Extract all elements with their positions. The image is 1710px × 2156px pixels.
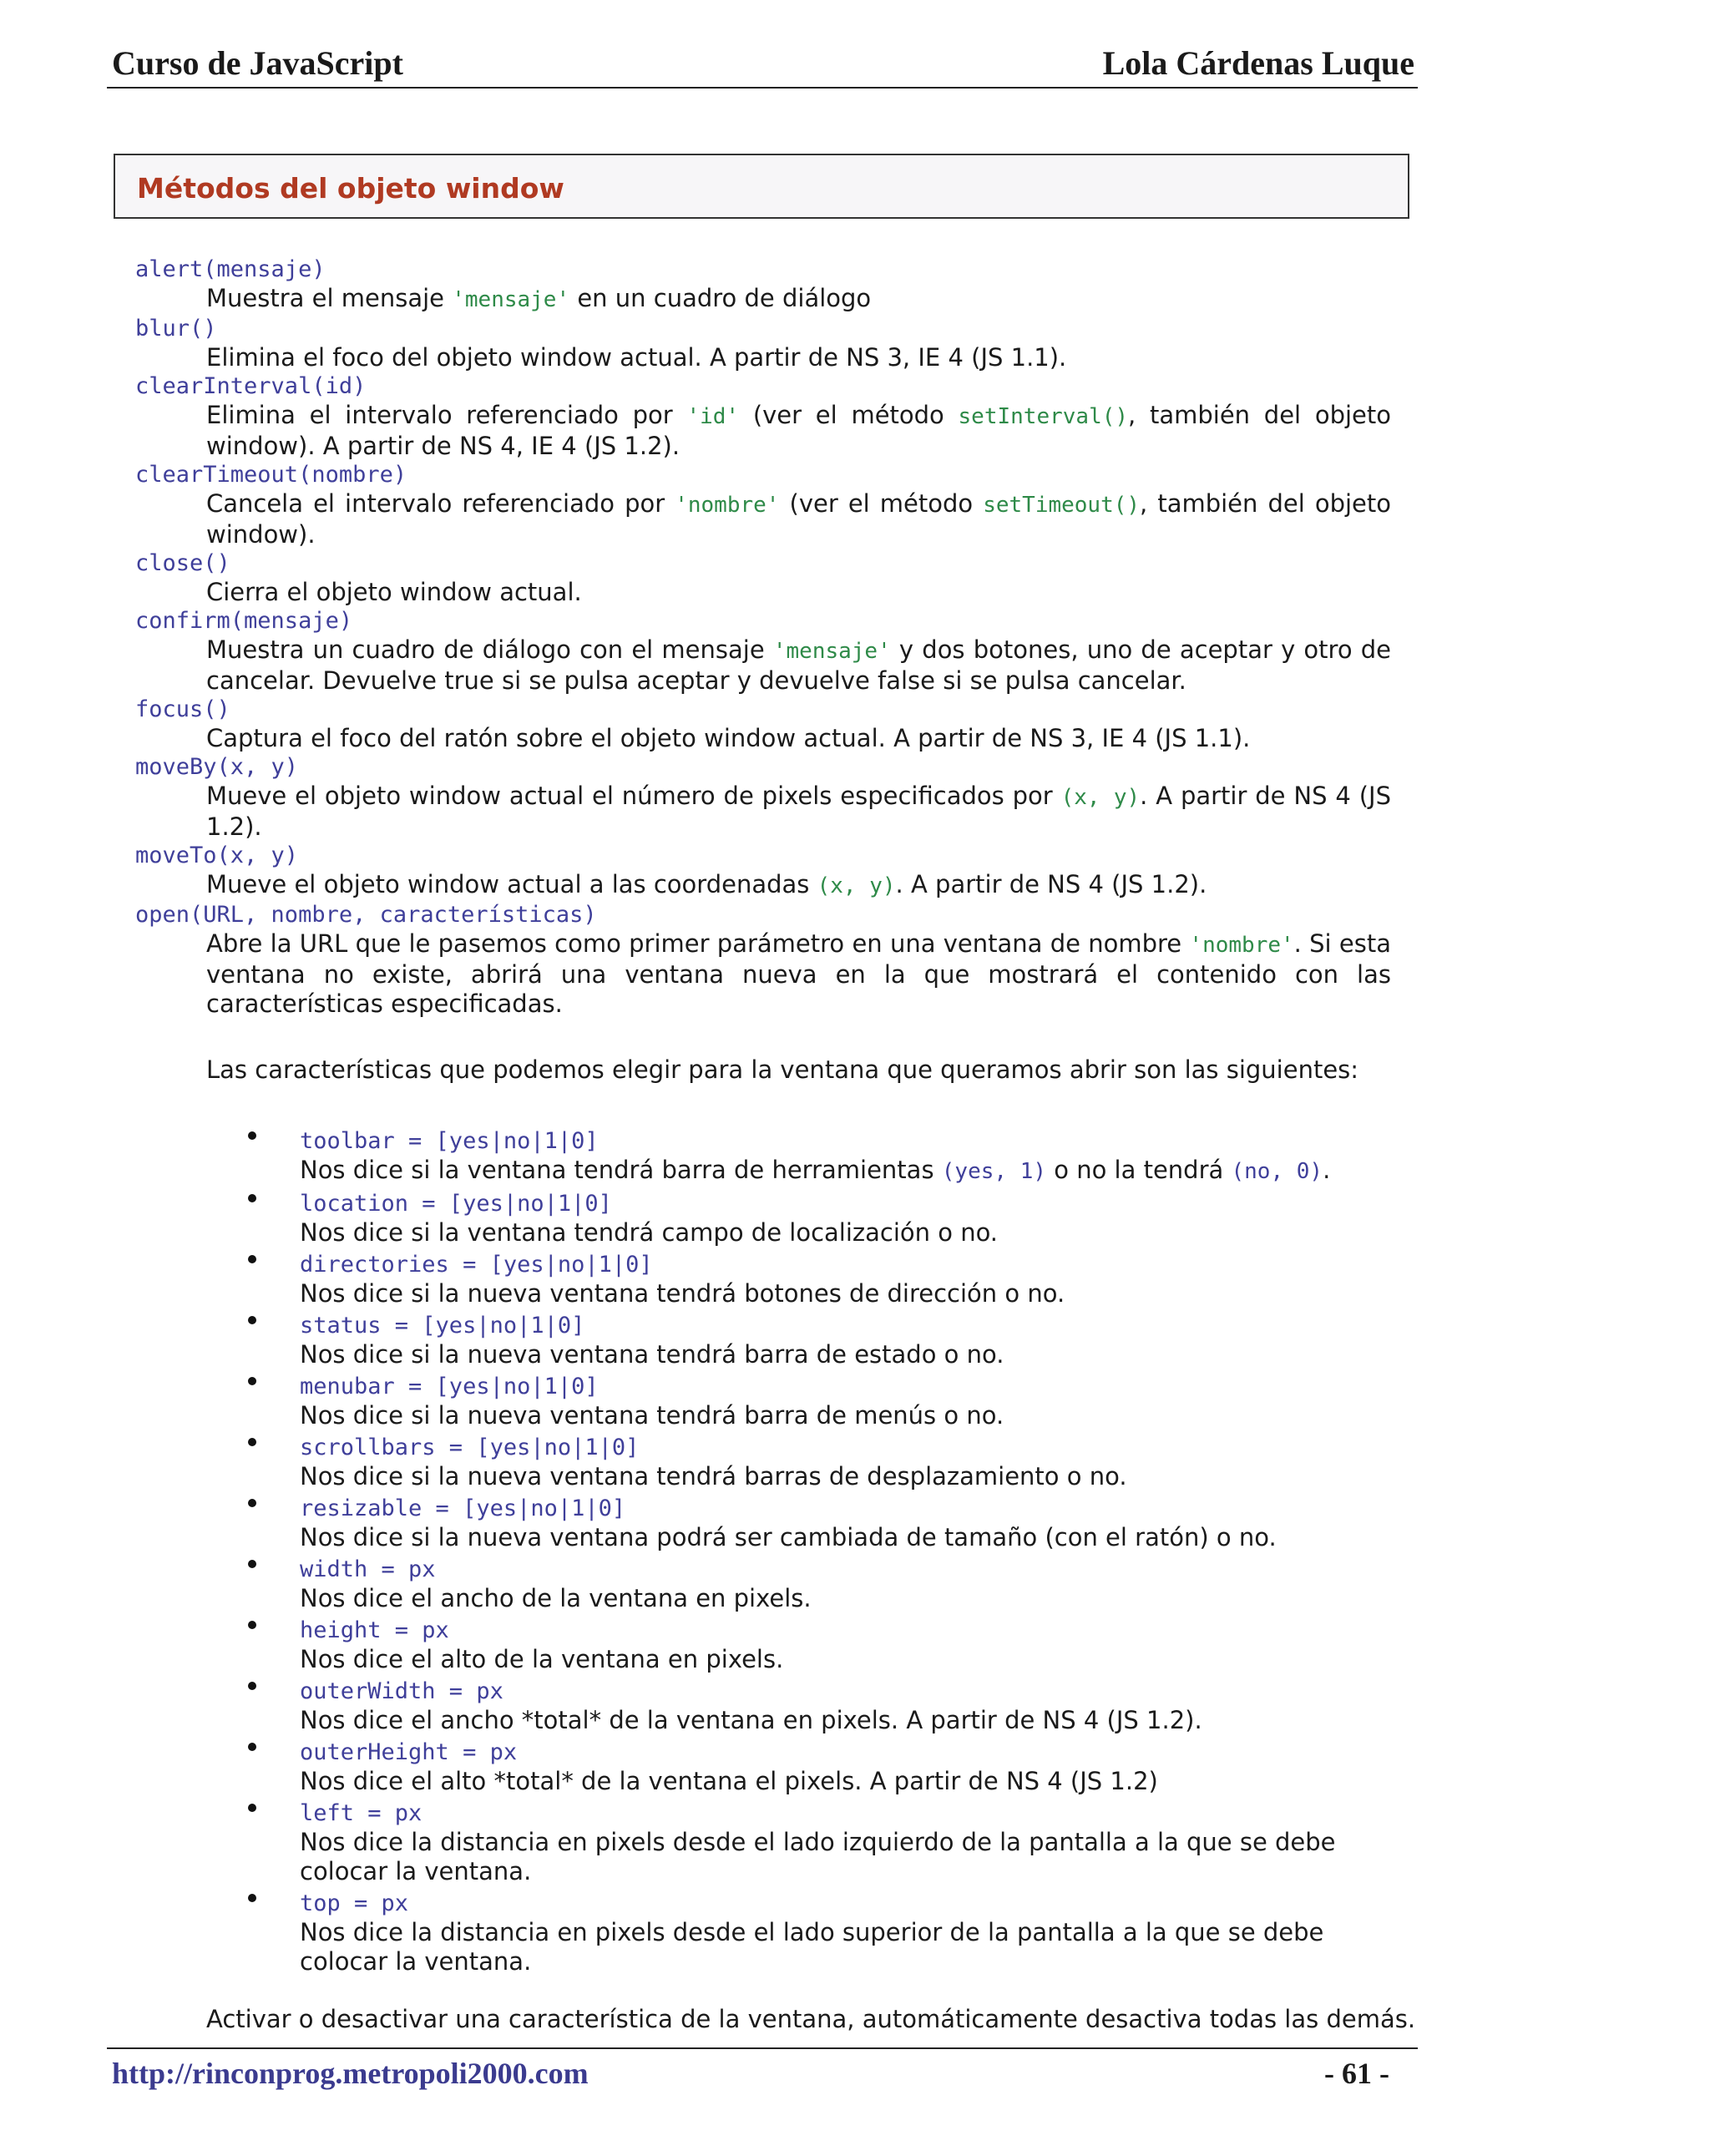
inline-code: 'nombre' xyxy=(1189,933,1294,958)
feature-description xyxy=(300,1706,1391,1735)
method-description xyxy=(206,870,1391,901)
feature-description xyxy=(300,1584,1391,1613)
feature-item xyxy=(206,1799,1391,1886)
closing-note: Activar o desactivar una característica de la ventana, automáticamente desactiva todas las demás. xyxy=(206,2005,1416,2033)
bullet-icon xyxy=(248,1255,256,1263)
inline-code: 'id' xyxy=(686,404,740,429)
header-course-title: Curso de JavaScript xyxy=(112,44,403,82)
method-entry xyxy=(135,256,1391,315)
bullet-icon xyxy=(248,1499,256,1507)
feature-description xyxy=(300,1401,1391,1430)
text-run: Nos dice el alto *total* de la ventana el pixels. A partir de NS 4 (JS 1.2) xyxy=(300,1767,1158,1795)
feature-signature: top = px xyxy=(300,1890,409,1916)
method-signature: confirm(mensaje) xyxy=(135,608,353,634)
feature-description xyxy=(300,1279,1391,1308)
feature-signature: status = [yes|no|1|0] xyxy=(300,1313,585,1339)
bullet-icon xyxy=(248,1621,256,1629)
feature-signature: toolbar = [yes|no|1|0] xyxy=(300,1128,599,1154)
text-run: Nos dice el ancho de la ventana en pixels. xyxy=(300,1584,812,1612)
header-author: Lola Cárdenas Luque xyxy=(1102,44,1414,82)
feature-signature: resizable = [yes|no|1|0] xyxy=(300,1496,626,1521)
feature-description xyxy=(300,1918,1391,1976)
section-title: Métodos del objeto window xyxy=(137,172,564,205)
text-run: Elimina el foco del objeto window actual. A partir de NS 3, IE 4 (JS 1.1). xyxy=(206,343,1067,372)
inline-code: (yes, 1) xyxy=(941,1159,1047,1184)
bullet-icon xyxy=(248,1438,256,1446)
feature-item xyxy=(206,1311,1391,1369)
section-heading-box xyxy=(114,154,1409,219)
inline-code: setInterval() xyxy=(958,404,1129,429)
method-list xyxy=(135,256,1391,1019)
method-signature: focus() xyxy=(135,696,230,722)
text-run: Nos dice si la ventana tendrá barra de herramientas xyxy=(300,1156,942,1184)
bullet-icon xyxy=(248,1194,256,1202)
method-signature: open(URL, nombre, características) xyxy=(135,902,597,928)
text-run: y dos botones, uno de aceptar y otro de cancelar. Devuelve true si se pulsa aceptar y devuelve false si se pulsa cancelar. xyxy=(206,635,1391,695)
inline-code: 'nombre' xyxy=(675,493,780,518)
text-run: Nos dice la distancia en pixels desde el lado izquierdo de la pantalla a la que se debe colocar la ventana. xyxy=(300,1828,1336,1885)
method-signature: moveBy(x, y) xyxy=(135,754,299,780)
inline-code: (x, y) xyxy=(817,873,896,898)
text-run: Abre la URL que le pasemos como primer parámetro en una ventana de nombre xyxy=(206,929,1190,958)
method-signature: blur() xyxy=(135,316,217,342)
method-description xyxy=(206,578,1391,607)
method-entry xyxy=(135,842,1391,901)
feature-signature: location = [yes|no|1|0] xyxy=(300,1191,612,1217)
text-run: Cierra el objeto window actual. xyxy=(206,578,582,606)
text-run: Mueve el objeto window actual el número de pixels especificados por xyxy=(206,782,1061,810)
feature-description xyxy=(300,1462,1391,1491)
inline-code: 'mensaje' xyxy=(772,639,891,664)
footer-divider xyxy=(107,2047,1418,2049)
method-entry xyxy=(135,901,1391,1019)
method-description xyxy=(206,401,1391,461)
bullet-icon xyxy=(248,1682,256,1690)
feature-signature: outerHeight = px xyxy=(300,1739,518,1765)
text-run: Mueve el objeto window actual a las coordenadas xyxy=(206,870,817,898)
bullet-icon xyxy=(248,1804,256,1812)
method-description xyxy=(206,724,1391,753)
text-run: Nos dice si la nueva ventana podrá ser cambiada de tamaño (con el ratón) o no. xyxy=(300,1523,1277,1551)
text-run: Cancela el intervalo referenciado por xyxy=(206,489,675,518)
feature-description xyxy=(300,1523,1391,1552)
text-run: Nos dice si la nueva ventana tendrá barra de estado o no. xyxy=(300,1340,1004,1369)
method-entry xyxy=(135,372,1391,461)
text-run: Nos dice si la nueva ventana tendrá barra de menús o no. xyxy=(300,1401,1004,1430)
text-run: . A partir de NS 4 (JS 1.2). xyxy=(206,782,1391,841)
methods-content xyxy=(135,256,1391,1979)
features-intro: Las características que podemos elegir para la ventana que queramos abrir son las siguientes: xyxy=(206,1055,1359,1084)
method-signature: close() xyxy=(135,550,230,576)
text-run: . xyxy=(1323,1156,1331,1184)
page-number: - 61 - xyxy=(1324,2057,1389,2090)
text-run: Nos dice el alto de la ventana en pixels. xyxy=(300,1645,784,1673)
feature-item xyxy=(206,1889,1391,1976)
header-divider xyxy=(107,87,1418,89)
feature-item xyxy=(206,1555,1391,1613)
method-signature: alert(mensaje) xyxy=(135,256,326,282)
feature-description xyxy=(300,1340,1391,1369)
feature-item xyxy=(206,1494,1391,1552)
feature-description xyxy=(300,1645,1391,1674)
feature-item xyxy=(206,1189,1391,1248)
feature-signature: height = px xyxy=(300,1617,449,1643)
method-description xyxy=(206,782,1391,842)
text-run: Nos dice si la nueva ventana tendrá barras de desplazamiento o no. xyxy=(300,1462,1127,1490)
bullet-icon xyxy=(248,1743,256,1751)
text-run: Nos dice la distancia en pixels desde el lado superior de la pantalla a la que se debe colocar la ventana. xyxy=(300,1918,1324,1976)
method-description xyxy=(206,284,1391,315)
bullet-icon xyxy=(248,1316,256,1324)
inline-code: (no, 0) xyxy=(1231,1159,1323,1184)
feature-item xyxy=(206,1738,1391,1796)
method-signature: clearInterval(id) xyxy=(135,373,367,399)
method-signature: clearTimeout(nombre) xyxy=(135,462,407,488)
method-entry xyxy=(135,753,1391,842)
inline-code: (x, y) xyxy=(1060,785,1141,810)
text-run: . A partir de NS 4 (JS 1.2). xyxy=(895,870,1207,898)
footer-url-link[interactable]: http://rinconprog.metropoli2000.com xyxy=(112,2057,589,2090)
feature-description xyxy=(300,1156,1391,1187)
feature-signature: scrollbars = [yes|no|1|0] xyxy=(300,1435,640,1460)
feature-description xyxy=(300,1828,1391,1886)
method-entry xyxy=(135,461,1391,549)
feature-item xyxy=(206,1126,1391,1187)
feature-item xyxy=(206,1616,1391,1674)
feature-item xyxy=(206,1677,1391,1735)
text-run: Muestra el mensaje xyxy=(206,284,453,312)
text-run: (ver el método xyxy=(779,489,984,518)
text-run: Captura el foco del ratón sobre el objeto window actual. A partir de NS 3, IE 4 (JS 1.1). xyxy=(206,724,1251,752)
text-run: en un cuadro de diálogo xyxy=(569,284,872,312)
feature-item xyxy=(206,1250,1391,1308)
feature-item xyxy=(206,1372,1391,1430)
text-run: Nos dice el ancho *total* de la ventana en pixels. A partir de NS 4 (JS 1.2). xyxy=(300,1706,1202,1734)
method-signature: moveTo(x, y) xyxy=(135,843,299,868)
method-description xyxy=(206,343,1391,372)
bullet-icon xyxy=(248,1131,256,1140)
feature-signature: left = px xyxy=(300,1800,422,1826)
text-run: Muestra un cuadro de diálogo con el mensaje xyxy=(206,635,773,664)
feature-signature: menubar = [yes|no|1|0] xyxy=(300,1374,599,1399)
method-entry xyxy=(135,696,1391,753)
feature-signature: outerWidth = px xyxy=(300,1678,503,1704)
text-run: Nos dice si la nueva ventana tendrá botones de dirección o no. xyxy=(300,1279,1065,1308)
text-run: Nos dice si la ventana tendrá campo de localización o no. xyxy=(300,1218,999,1247)
method-entry xyxy=(135,315,1391,372)
text-run: Elimina el intervalo referenciado por xyxy=(206,401,687,429)
bullet-icon xyxy=(248,1560,256,1568)
feature-signature: width = px xyxy=(300,1556,436,1582)
text-run: o no la tendrá xyxy=(1046,1156,1232,1184)
method-description xyxy=(206,635,1391,696)
text-run: , también del objeto window). A partir de NS 4, IE 4 (JS 1.2). xyxy=(206,401,1392,460)
feature-description xyxy=(300,1767,1391,1796)
text-run: (ver el método xyxy=(739,401,959,429)
method-description xyxy=(206,929,1391,1019)
feature-description xyxy=(300,1218,1391,1248)
feature-list xyxy=(206,1126,1391,1976)
bullet-icon xyxy=(248,1377,256,1385)
method-entry xyxy=(135,549,1391,607)
method-description xyxy=(206,489,1391,549)
text-run: . Si esta ventana no existe, abrirá una ventana nueva en la que mostrará el contenido con las características especificadas. xyxy=(206,929,1391,1018)
text-run: , también del objeto window). xyxy=(206,489,1391,549)
inline-code: 'mensaje' xyxy=(452,287,570,312)
feature-item xyxy=(206,1433,1391,1491)
inline-code: setTimeout() xyxy=(983,493,1141,518)
method-entry xyxy=(135,607,1391,696)
bullet-icon xyxy=(248,1894,256,1902)
feature-signature: directories = [yes|no|1|0] xyxy=(300,1252,653,1278)
